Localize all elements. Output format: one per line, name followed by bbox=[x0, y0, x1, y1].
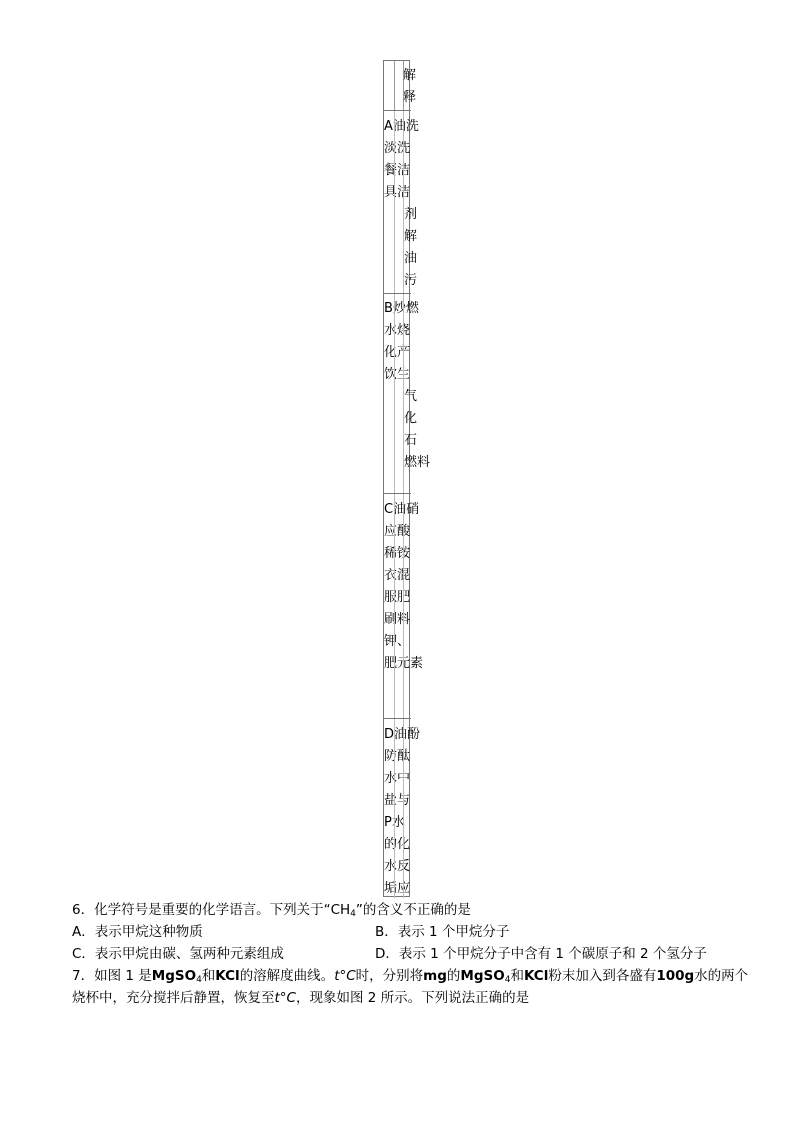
table-cell-glyph: P水 bbox=[384, 815, 405, 830]
table-cell-glyph: 钾、 bbox=[384, 634, 411, 649]
table-cell-glyph: 解 bbox=[404, 229, 418, 244]
table-cell-glyph: 饮生 bbox=[384, 367, 411, 382]
table-cell-glyph: 石 bbox=[404, 433, 418, 448]
table-cell-glyph: 盐与 bbox=[384, 793, 411, 808]
table-cell-glyph: A油洗 bbox=[384, 119, 419, 134]
table-cell-glyph: 水中 bbox=[384, 771, 411, 786]
table-cell-glyph: 餐洁 bbox=[384, 163, 411, 178]
table-row-a bbox=[384, 111, 419, 294]
table-cell-glyph: C油硝 bbox=[384, 502, 420, 517]
table-cell-glyph: 服肥 bbox=[384, 590, 411, 605]
table-cell-glyph: 剂 bbox=[404, 207, 418, 222]
table-cell-glyph: 水反 bbox=[384, 859, 411, 874]
table-cell-glyph: 具洁 bbox=[384, 185, 411, 200]
table-cell-glyph: B炒燃 bbox=[384, 301, 419, 316]
table-cell-glyph: 化产 bbox=[384, 345, 411, 360]
table-cell-glyph: 化 bbox=[404, 411, 418, 426]
table-cell-glyph: 解 bbox=[403, 68, 417, 83]
question-6-option-d[interactable]: D．表示 1 个甲烷分子中含有 1 个碳原子和 2 个氢分子 bbox=[375, 946, 707, 962]
question-6-option-c[interactable]: C．表示甲烷由碳、氢两种元素组成 bbox=[72, 946, 284, 962]
table-row-c bbox=[384, 494, 424, 719]
table-cell-glyph: 油 bbox=[404, 251, 418, 266]
table-cell-glyph: 衣混 bbox=[384, 568, 411, 583]
table-cell-glyph: 污 bbox=[404, 273, 418, 288]
table-cell-glyph: 气 bbox=[404, 389, 418, 404]
table-cell-glyph: 刷料 bbox=[384, 612, 411, 627]
table-row-header bbox=[384, 61, 417, 111]
options-table bbox=[383, 60, 431, 897]
table-cell-glyph: 肥元素 bbox=[384, 656, 424, 671]
table-cell-glyph: 的化 bbox=[384, 837, 411, 852]
table-cell-glyph: 垢应 bbox=[384, 881, 411, 896]
table-cell-glyph: 淡洗 bbox=[384, 141, 411, 156]
table-cell-glyph: D油酚 bbox=[384, 727, 421, 742]
table-cell-glyph: 释 bbox=[403, 90, 417, 105]
table-cell-glyph: 燃料 bbox=[404, 455, 431, 470]
table-cell-glyph: 稀铵 bbox=[384, 546, 411, 561]
question-7-stem-line-1: 7．如图 1 是MgSO$_4$和KCl的溶解度曲线。t°C时，分别将mg的MgSO$_4$和KCl粉末加入到各盛有100g水的两个 bbox=[72, 968, 749, 985]
table-cell-glyph: 应酸 bbox=[384, 524, 411, 539]
table-row-b bbox=[384, 294, 431, 494]
table-row-d bbox=[384, 719, 421, 898]
question-6-option-b[interactable]: B．表示 1 个甲烷分子 bbox=[375, 924, 510, 940]
question-7-stem-line-2: 烧杯中，充分搅拌后静置，恢复至t°C，现象如图 2 所示。下列说法正确的是 bbox=[72, 990, 530, 1006]
table-cell-glyph: 防酞 bbox=[384, 749, 411, 764]
table-cell-glyph: 水烧 bbox=[384, 323, 411, 338]
question-6-stem: 6．化学符号是重要的化学语言。下列关于“$CH_4$”的含义不正确的是 bbox=[72, 902, 471, 919]
question-6-option-a[interactable]: A．表示甲烷这种物质 bbox=[72, 924, 203, 940]
